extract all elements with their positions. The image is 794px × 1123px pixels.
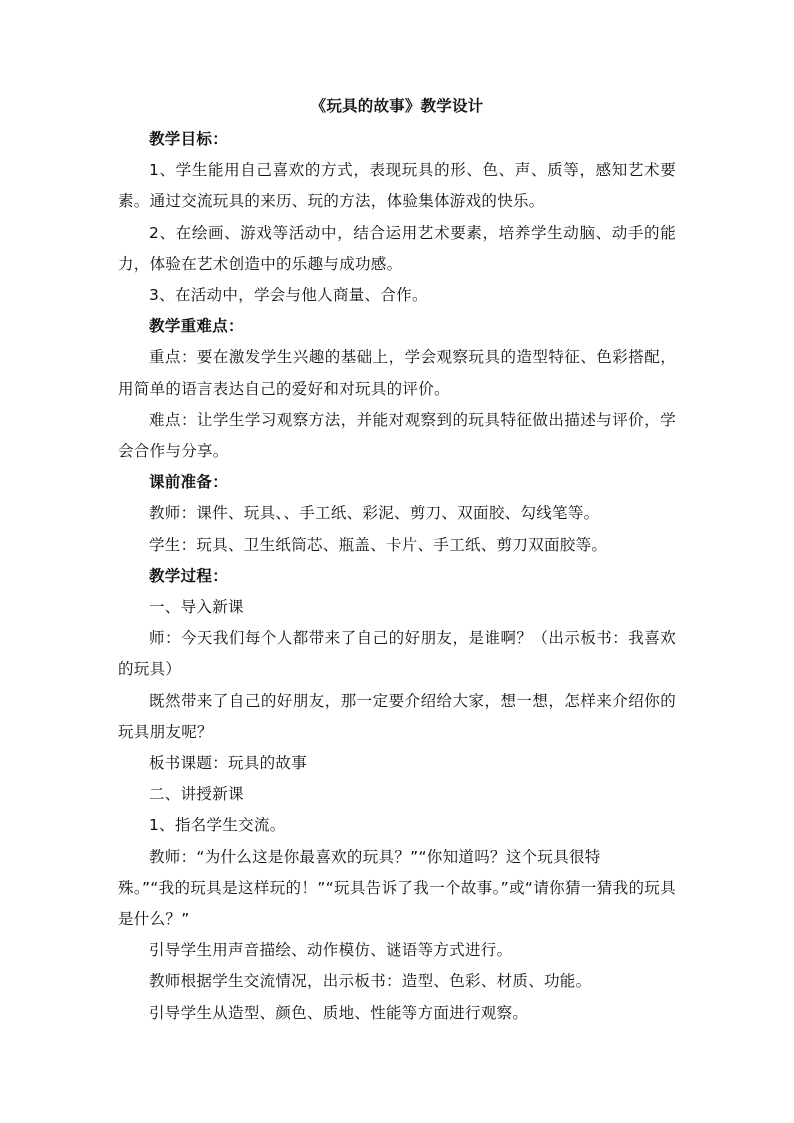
section-heading: 课前准备： [149,473,229,492]
paragraph: 教师：“为什么这是你最喜欢的玩具？”“你知道吗？这个玩具很特 [149,847,601,866]
section-heading: 教学重难点： [149,317,244,336]
paragraph: 二、讲授新课 [149,785,244,804]
paragraph: 殊。”“我的玩具是这样玩的！”“玩具告诉了我一个故事。”或“请你猜一猜我的玩具是什么？” [118,878,676,929]
paragraph: 引导学生从造型、颜色、质地、性能等方面进行观察。 [149,1003,529,1022]
paragraph: 教师：课件、玩具、、手工纸、彩泥、剪刀、双面胶、勾线笔等。 [149,504,600,523]
document-title: 《玩具的故事》教学设计 [310,97,484,115]
paragraph: 既然带来了自己的好朋友，那一定要介绍给大家，想一想，怎样来介绍你的玩具朋友呢？ [118,691,676,741]
paragraph: 1、指名学生交流。 [149,816,286,835]
section-heading: 教学目标： [149,130,229,148]
paragraph: 重点：要在激发学生兴趣的基础上，学会观察玩具的造型特征、色彩搭配，用简单的语言表达自己的爱好和对玩具的评价。 [118,348,676,398]
paragraph: 教师根据学生交流情况，出示板书：造型、色彩、材质、功能。 [149,972,592,991]
paragraph: 3、在活动中，学会与他人商量、合作。 [149,286,428,305]
paragraph: 1、学生能用自己喜欢的方式，表现玩具的形、色、声、质等，感知艺术要素。通过交流玩具的来历、玩的方法，体验集体游戏的快乐。 [118,161,676,211]
paragraph: 难点：让学生学习观察方法，并能对观察到的玩具特征做出描述与评价，学会合作与分享。 [118,410,676,461]
paragraph: 引导学生用声音描绘、动作模仿、谜语等方式进行。 [149,941,513,960]
paragraph: 2、在绘画、游戏等活动中，结合运用艺术要素，培养学生动脑、动手的能力，体验在艺术创造中的乐趣与成功感。 [118,223,676,273]
paragraph: 一、导入新课 [149,598,244,617]
paragraph: 学生：玩具、卫生纸筒芯、瓶盖、卡片、手工纸、剪刀双面胶等。 [149,535,608,554]
paragraph-list [118,124,676,1029]
paragraph: 师：今天我们每个人都带来了自己的好朋友，是谁啊？（出示板书：我喜欢的玩具） [118,629,676,679]
paragraph: 板书课题：玩具的故事 [149,754,308,773]
document-body [118,94,676,1029]
section-heading: 教学过程： [149,566,229,585]
